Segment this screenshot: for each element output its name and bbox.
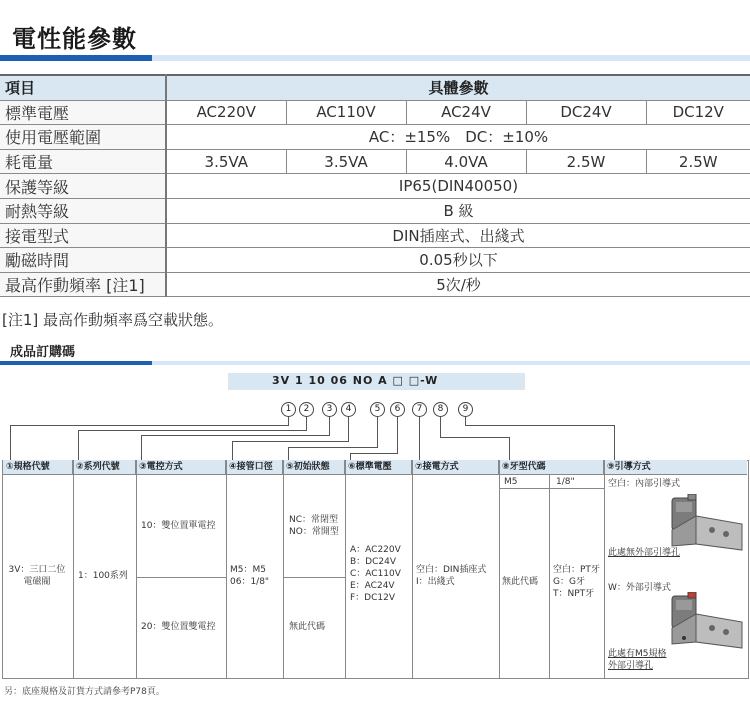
order-footnote: 另：底座規格及訂貨方式請參考P78頁。 xyxy=(4,687,165,697)
spec-cell: DC12V xyxy=(646,100,750,125)
spec-table xyxy=(0,74,750,297)
spec-row xyxy=(0,248,750,273)
order-header-state: ⑤初始狀態 xyxy=(283,460,345,475)
spec-cell: 2.5W xyxy=(646,149,750,174)
spec-label: 耗電量 xyxy=(0,149,166,174)
page-title: 電性能參數 xyxy=(12,25,137,53)
order-pilot-note-external: 此處有M5規格 外部引導孔 xyxy=(608,649,667,671)
order-pilot-internal: 空白：內部引導式 xyxy=(608,479,681,489)
spec-row xyxy=(0,174,750,199)
spec-label: 勵磁時間 xyxy=(0,248,166,273)
code-index-circle: 3 xyxy=(322,402,337,417)
order-wiring-value: 空白：DIN插座式 I：出綫式 xyxy=(416,565,487,587)
code-index-circle: 4 xyxy=(341,402,356,417)
title-underline-accent xyxy=(0,55,152,61)
order-control-value-10: 10：雙位置單電控 xyxy=(141,521,216,531)
spec-cell: 5次/秒 xyxy=(166,272,750,297)
code-index-circle: 7 xyxy=(412,402,427,417)
spec-cell: AC：±15% DC：±10% xyxy=(166,125,750,150)
order-header-voltage: ⑥標準電壓 xyxy=(345,460,412,475)
model-code: 3V 1 10 06 NO A □ □-W xyxy=(272,374,439,387)
order-header-thread: ⑧牙型代碼 xyxy=(499,460,604,475)
spec-cell: AC110V xyxy=(286,100,406,125)
order-pilot-note-internal: 此處無外部引導孔 xyxy=(608,548,681,558)
section-underline-accent xyxy=(0,361,152,365)
spec-cell: B 級 xyxy=(166,198,750,223)
spec-label: 使用電壓範圍 xyxy=(0,125,166,150)
order-thread-18: 1/8" xyxy=(556,477,575,487)
spec-row xyxy=(0,125,750,150)
order-header-port: ④接管口徑 xyxy=(226,460,283,475)
spec-label: 耐熱等級 xyxy=(0,198,166,223)
spec-header-value: 具體參數 xyxy=(166,75,750,100)
code-index-circle: 5 xyxy=(370,402,385,417)
order-header-series: ②系列代號 xyxy=(73,460,136,475)
order-thread-none: 無此代碼 xyxy=(502,577,539,587)
spec-label: 接電型式 xyxy=(0,223,166,248)
order-header-wiring: ⑦接電方式 xyxy=(412,460,499,475)
section-title: 成品訂購碼 xyxy=(10,345,76,360)
internal-pilot-valve-image xyxy=(668,494,746,558)
spec-cell: 0.05秒以下 xyxy=(166,248,750,273)
order-header-pilot: ⑨引導方式 xyxy=(604,460,747,475)
spec-row xyxy=(0,149,750,174)
external-pilot-valve-image xyxy=(668,592,746,656)
spec-row xyxy=(0,223,750,248)
spec-cell: 2.5W xyxy=(526,149,646,174)
order-control-value-20: 20：雙位置雙電控 xyxy=(141,622,216,632)
spec-label: 標準電壓 xyxy=(0,100,166,125)
spec-cell: AC220V xyxy=(166,100,286,125)
order-state-none: 無此代碼 xyxy=(289,622,326,632)
spec-label: 保護等級 xyxy=(0,174,166,199)
spec-label: 最高作動頻率 [注1] xyxy=(0,272,166,297)
code-index-circle: 9 xyxy=(458,402,473,417)
order-voltage-value: A：AC220V B：DC24V C：AC110V E：AC24V F：DC12V xyxy=(350,545,401,603)
spec-row xyxy=(0,198,750,223)
spec-row xyxy=(0,100,750,125)
spec-cell: DIN插座式、出綫式 xyxy=(166,223,750,248)
order-port-value: M5：M5 06：1/8" xyxy=(230,565,270,587)
order-state-value: NC：常閉型 NO：常開型 xyxy=(289,515,339,537)
spec-cell: 3.5VA xyxy=(286,149,406,174)
spec-cell: IP65(DIN40050) xyxy=(166,174,750,199)
spec-header-row xyxy=(0,75,750,100)
order-thread-m5: M5 xyxy=(504,477,518,487)
spec-cell: AC24V xyxy=(406,100,526,125)
spec-row xyxy=(0,272,750,297)
order-header-control: ③電控方式 xyxy=(136,460,226,475)
order-series-value: 1：100系列 xyxy=(78,571,128,581)
order-spec-value: 3V：三口二位 電磁閥 xyxy=(8,565,66,587)
spec-cell: DC24V xyxy=(526,100,646,125)
spec-header-item: 項目 xyxy=(0,75,166,100)
code-index-circle: 8 xyxy=(433,402,448,417)
code-index-circle: 2 xyxy=(299,402,314,417)
order-thread-value: 空白：PT牙 G：G牙 T：NPT牙 xyxy=(553,565,600,599)
spec-cell: 4.0VA xyxy=(406,149,526,174)
code-index-circle: 6 xyxy=(390,402,405,417)
code-index-circle: 1 xyxy=(281,402,296,417)
spec-footnote: [注1] 最高作動頻率爲空載狀態。 xyxy=(2,311,224,329)
order-pilot-external: W：外部引導式 xyxy=(608,583,671,593)
order-header-spec: ①規格代號 xyxy=(3,460,73,475)
spec-cell: 3.5VA xyxy=(166,149,286,174)
